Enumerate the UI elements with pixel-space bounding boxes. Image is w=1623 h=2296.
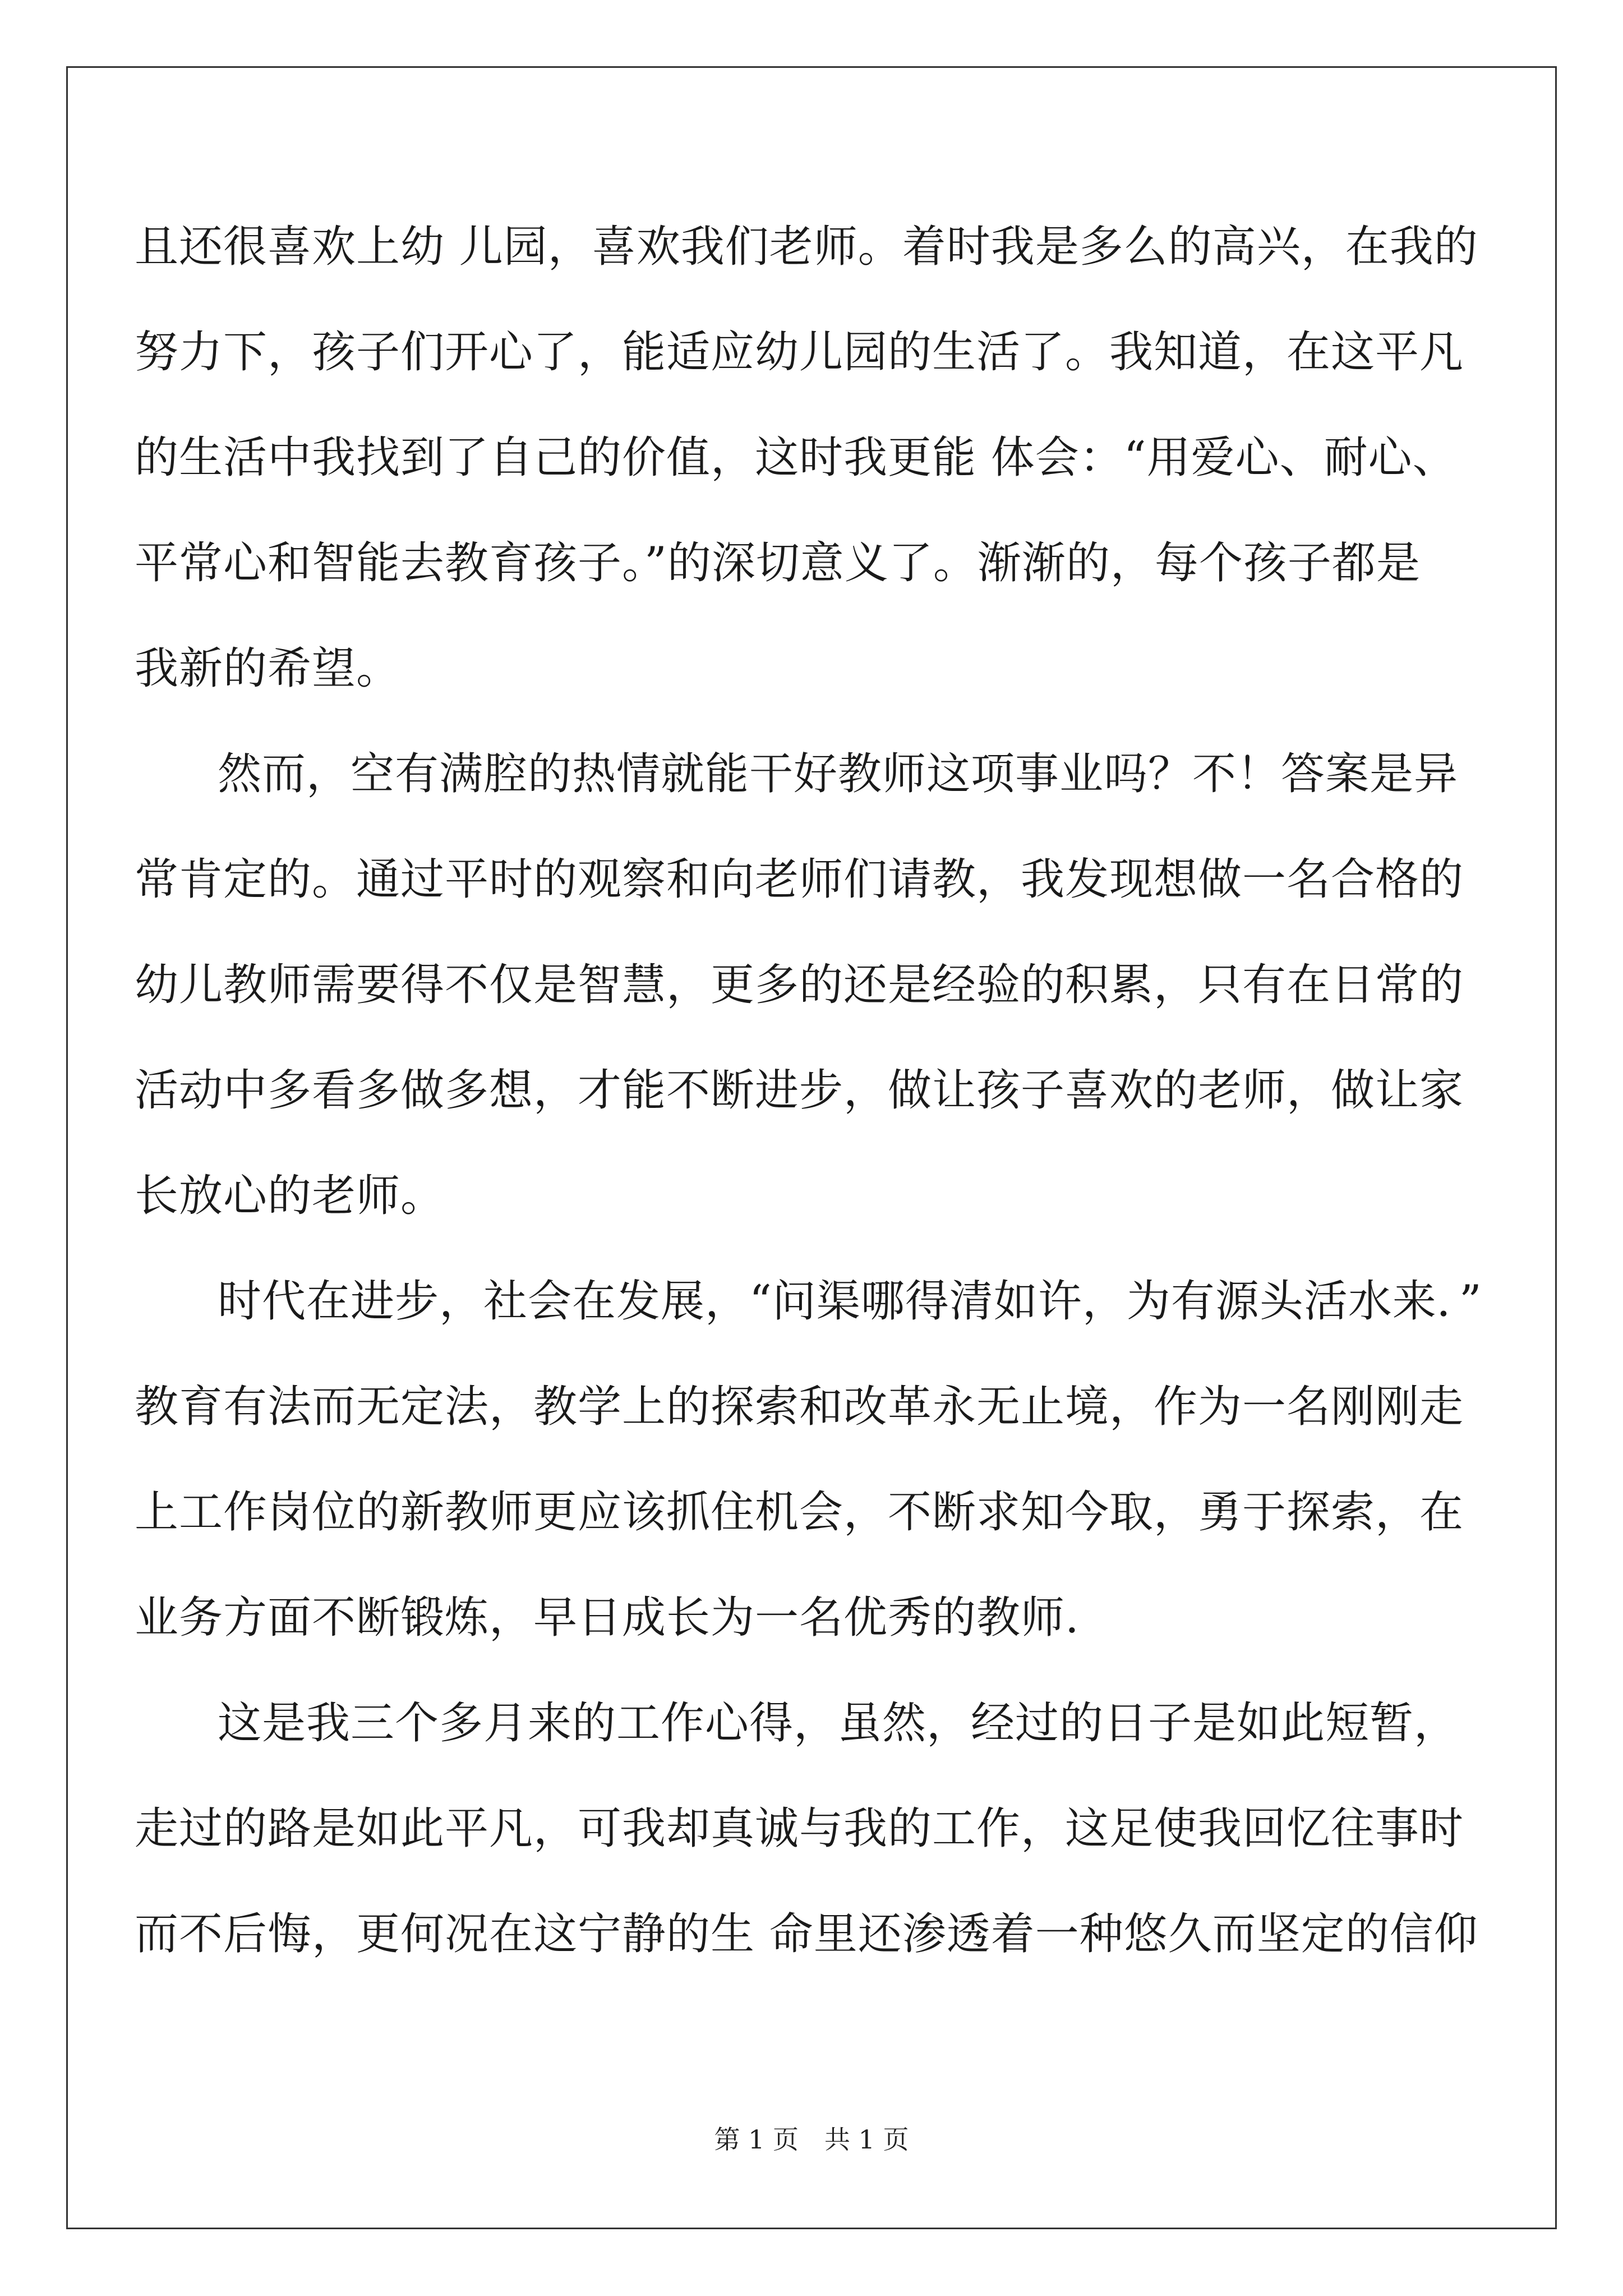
text-line: 平常心和智能去教育孩子。”的深切意义了。渐渐的，每个孩子都是 [135, 538, 1421, 588]
paragraph-first-line: 时代在进步，社会在发展，“问渠哪得清如许，为有源头活水来．” [218, 1276, 1482, 1327]
text-line: 而不后悔，更何况在这宁静的生 命里还渗透着一种悠久而坚定的信仰 [135, 1909, 1478, 1959]
text-line: 努力下，孩子们开心了，能适应幼儿园的生活了。我知道，在这平凡 [135, 327, 1464, 378]
text-line: 长放心的老师。 [135, 1171, 445, 1221]
text-line: 常肯定的。通过平时的观察和向老师们请教，我发现想做一名合格的 [135, 854, 1464, 905]
text-line: 走过的路是如此平凡，可我却真诚与我的工作，这足使我回忆往事时 [135, 1803, 1464, 1854]
paragraph-first-line: 这是我三个多月来的工作心得，虽然，经过的日子是如此短暂， [218, 1698, 1459, 1749]
text-line: 幼儿教师需要得不仅是智慧，更多的还是经验的积累，只有在日常的 [135, 960, 1464, 1010]
page-number-footer: 第 1 页 共 1 页 [714, 2124, 909, 2155]
text-line: 的生活中我找到了自己的价值，这时我更能 体会：“用爱心、耐心、 [135, 432, 1457, 483]
text-line: 业务方面不断锻炼，早日成长为一名优秀的教师. [135, 1593, 1080, 1643]
text-line: 教育有法而无定法，教学上的探索和改革永无止境，作为一名刚刚走 [135, 1382, 1464, 1432]
text-line: 且还很喜欢上幼 儿园，喜欢我们老师。着时我是多么的高兴，在我的 [135, 222, 1478, 272]
text-line: 上工作岗位的新教师更应该抓住机会，不断求知今取，勇于探索，在 [135, 1487, 1464, 1538]
text-line: 活动中多看多做多想，才能不断进步，做让孩子喜欢的老师，做让家 [135, 1065, 1464, 1116]
paragraph-first-line: 然而，空有满腔的热情就能干好教师这项事业吗？不！答案是异 [218, 749, 1459, 799]
text-line: 我新的希望。 [135, 643, 401, 694]
document-body [135, 213, 1482, 2006]
